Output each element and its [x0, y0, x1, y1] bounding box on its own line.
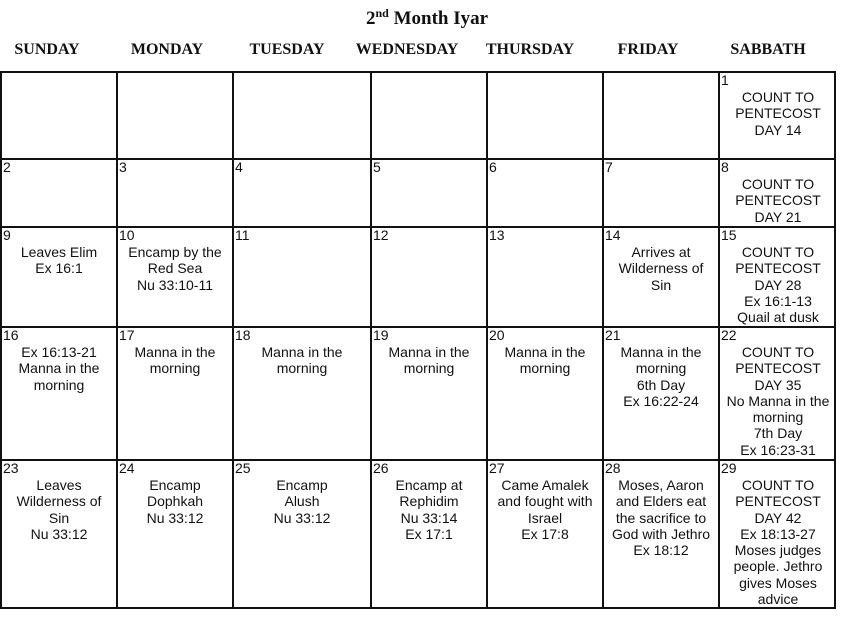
day-event-text: COUNT TO PENTECOST DAY 28 Ex 16:1-13 Quail at dusk [735, 244, 821, 326]
day-number: 23 [3, 461, 19, 476]
day-monday-header: MONDAY [130, 41, 204, 58]
calendar-day-cell [118, 228, 234, 328]
day-number: 6 [489, 160, 497, 175]
day-number: 4 [235, 160, 243, 175]
day-number: 8 [721, 160, 729, 175]
day-number: 17 [119, 328, 135, 343]
day-number: 5 [373, 160, 381, 175]
day-number: 10 [119, 228, 135, 243]
day-event-text: Encamp by the Red Sea Nu 33:10-11 [128, 244, 222, 293]
day-event-text: Manna in the morning 6th Day Ex 16:22-24 [620, 344, 702, 409]
calendar-day-cell [720, 228, 836, 328]
day-event-text: COUNT TO PENTECOST DAY 14 [735, 89, 821, 138]
calendar-day-cell [372, 328, 488, 461]
calendar-day-cell [2, 328, 118, 461]
calendar-day-cell [118, 160, 234, 228]
calendar-day-cell [488, 461, 604, 609]
day-number: 26 [373, 461, 389, 476]
day-number: 18 [235, 328, 251, 343]
day-number: 19 [373, 328, 389, 343]
day-event-text: Ex 16:13-21 Manna in the morning [18, 344, 100, 393]
calendar-day-cell [372, 228, 488, 328]
day-event-text: Encamp at Rephidim Nu 33:14 Ex 17:1 [395, 477, 463, 542]
calendar-day-cell [488, 160, 604, 228]
day-event-text: Came Amalek and fought with Israel Ex 17:8 [497, 477, 593, 542]
calendar-day-cell [604, 328, 720, 461]
day-event-text: Encamp Alush Nu 33:12 [273, 477, 331, 526]
day-event-text: Arrives at Wilderness of Sin [618, 244, 704, 293]
title-month-name: Month Iyar [388, 8, 489, 29]
page-title [0, 6, 854, 30]
day-number: 13 [489, 228, 505, 243]
calendar-day-cell [2, 73, 118, 160]
calendar-day-cell [488, 328, 604, 461]
calendar-day-cell [234, 228, 372, 328]
day-event-text: Moses, Aaron and Elders eat the sacrifice to God with Jethro Ex 18:12 [611, 477, 711, 559]
day-event-text: Manna in the morning [504, 344, 586, 377]
day-event-text: COUNT TO PENTECOST DAY 42 Ex 18:13-27 Moses judges people. Jethro gives Moses advice [733, 477, 823, 608]
calendar-day-cell [720, 328, 836, 461]
day-number: 20 [489, 328, 505, 343]
calendar-day-cell [234, 461, 372, 609]
day-event-text: Encamp Dophkah Nu 33:12 [146, 477, 204, 526]
day-tuesday-header: TUESDAY [249, 41, 325, 58]
title-ordinal-suffix: nd [375, 6, 389, 20]
calendar-day-cell [372, 73, 488, 160]
day-event-text: Manna in the morning [134, 344, 216, 377]
calendar-day-cell [604, 461, 720, 609]
calendar-day-cell [604, 73, 720, 160]
calendar-day-cell [720, 160, 836, 228]
day-number: 9 [3, 228, 11, 243]
calendar-day-cell [720, 461, 836, 609]
day-number: 25 [235, 461, 251, 476]
calendar-day-cell [118, 73, 234, 160]
day-event-text: COUNT TO PENTECOST DAY 35 No Manna in the morning 7th Day Ex 16:23-31 [726, 344, 830, 458]
day-number: 29 [721, 461, 737, 476]
day-number: 16 [3, 328, 19, 343]
calendar-day-cell [234, 73, 372, 160]
calendar-day-cell [372, 461, 488, 609]
calendar-day-cell [488, 228, 604, 328]
calendar-day-cell [2, 160, 118, 228]
day-number: 3 [119, 160, 127, 175]
calendar-day-cell [720, 73, 836, 160]
day-wednesday-header: WEDNESDAY [355, 41, 459, 58]
calendar-day-cell [488, 73, 604, 160]
day-number: 11 [235, 228, 250, 243]
day-sunday-header: SUNDAY [14, 41, 80, 58]
day-event-text: Leaves Elim Ex 16:1 [20, 244, 98, 277]
day-event-text: Manna in the morning [261, 344, 343, 377]
day-thursday-header: THURSDAY [485, 41, 575, 58]
day-number: 24 [119, 461, 135, 476]
calendar-grid [0, 71, 836, 609]
calendar-day-cell [118, 328, 234, 461]
day-number: 27 [489, 461, 505, 476]
day-number: 2 [3, 160, 11, 175]
day-event-text: Leaves Wilderness of Sin Nu 33:12 [16, 477, 102, 542]
calendar-day-cell [234, 160, 372, 228]
day-number: 28 [605, 461, 621, 476]
calendar-day-cell [604, 160, 720, 228]
calendar-day-cell [604, 228, 720, 328]
calendar-day-cell [2, 228, 118, 328]
day-sabbath-header: SABBATH [730, 41, 806, 58]
weekday-header-row [0, 41, 854, 63]
day-event-text: COUNT TO PENTECOST DAY 21 [735, 176, 821, 225]
day-number: 1 [721, 73, 729, 88]
day-friday-header: FRIDAY [617, 41, 679, 58]
day-number: 14 [605, 228, 621, 243]
day-number: 22 [721, 328, 737, 343]
day-event-text: Manna in the morning [388, 344, 470, 377]
day-number: 12 [373, 228, 389, 243]
calendar-day-cell [234, 328, 372, 461]
calendar-day-cell [372, 160, 488, 228]
title-month-number: 2 [365, 8, 376, 29]
day-number: 21 [605, 328, 621, 343]
day-number: 15 [721, 228, 737, 243]
calendar-day-cell [118, 461, 234, 609]
day-number: 7 [605, 160, 613, 175]
calendar-day-cell [2, 461, 118, 609]
